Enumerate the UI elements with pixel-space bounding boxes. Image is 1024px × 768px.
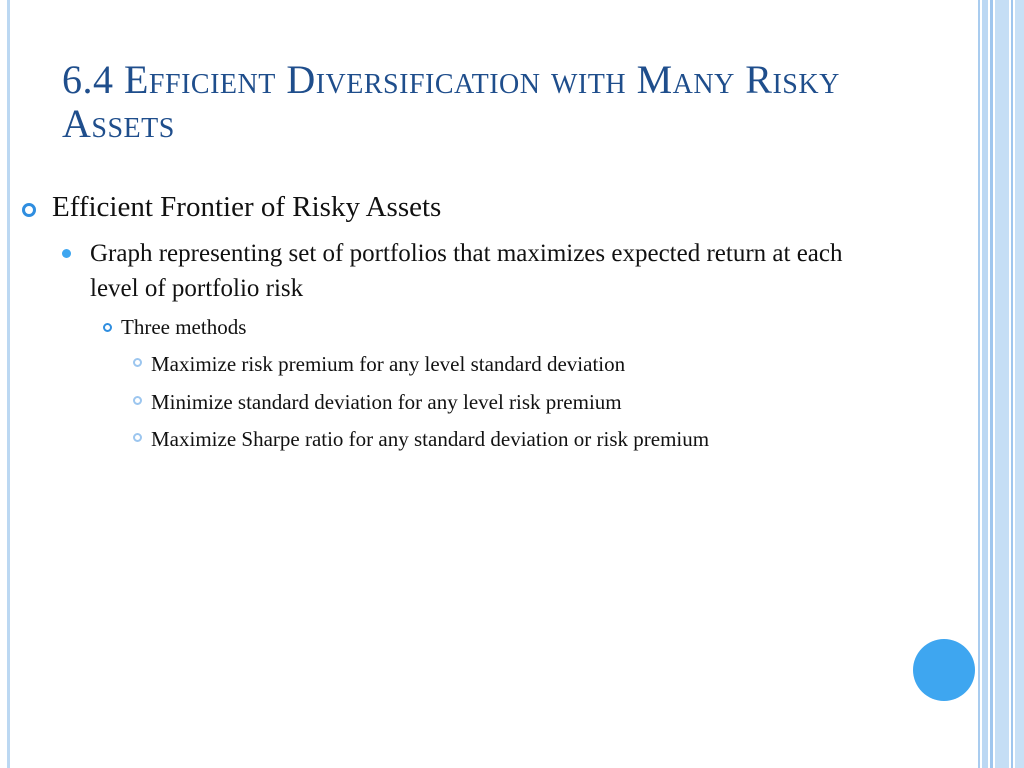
bullet-text: Maximize Sharpe ratio for any standard deviation or risk premium bbox=[151, 427, 710, 451]
ring-bullet-icon bbox=[22, 203, 36, 217]
ring-bullet-icon bbox=[133, 396, 142, 405]
bullet-text: Minimize standard deviation for any level risk premium bbox=[151, 390, 622, 414]
dot-bullet-icon bbox=[62, 249, 71, 258]
ring-bullet-icon bbox=[133, 433, 142, 442]
bullet-text: Three methods bbox=[121, 315, 247, 339]
bullet-level-4 bbox=[133, 424, 853, 454]
right-stripe bbox=[978, 0, 980, 768]
left-border-line bbox=[7, 0, 10, 768]
bullet-level-1 bbox=[22, 190, 441, 224]
bullet-level-4 bbox=[133, 387, 853, 417]
bullet-level-4 bbox=[133, 349, 853, 379]
right-stripe bbox=[982, 0, 988, 768]
decorative-circle bbox=[913, 639, 975, 701]
bullet-level-3 bbox=[103, 314, 246, 340]
slide-title: 6.4 Efficient Diversification with Many Risky Assets bbox=[62, 57, 840, 146]
bullet-level-2 bbox=[62, 236, 852, 306]
bullet-text: Efficient Frontier of Risky Assets bbox=[52, 191, 442, 223]
ring-bullet-icon bbox=[133, 358, 142, 367]
right-stripe bbox=[995, 0, 1009, 768]
right-stripe bbox=[1011, 0, 1013, 768]
right-stripe bbox=[1015, 0, 1024, 768]
bullet-text: Graph representing set of portfolios that maximizes expected return at each level of portfolio risk bbox=[90, 240, 843, 302]
bullet-text: Maximize risk premium for any level standard deviation bbox=[151, 352, 626, 376]
ring-bullet-icon bbox=[103, 323, 112, 332]
right-stripe bbox=[990, 0, 993, 768]
